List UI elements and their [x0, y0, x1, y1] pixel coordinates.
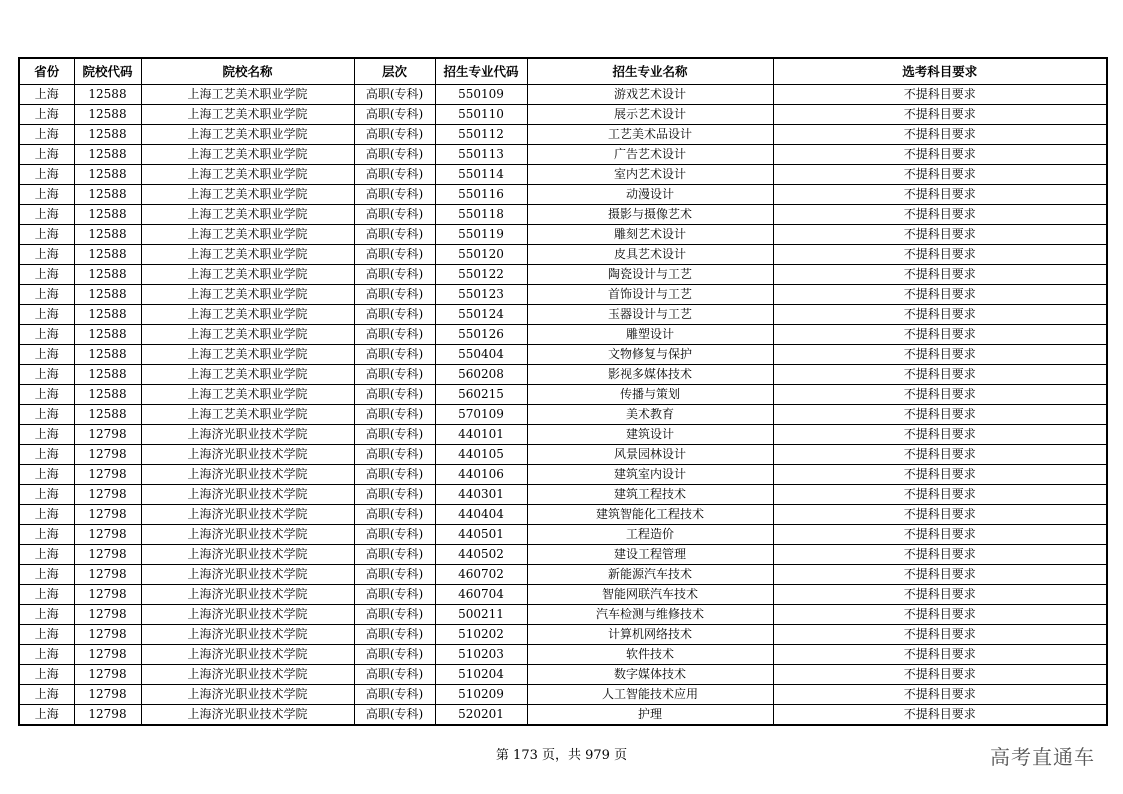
cell-province: 上海 — [19, 465, 74, 485]
cell-school-name: 上海济光职业技术学院 — [141, 565, 354, 585]
cell-school-name: 上海济光职业技术学院 — [141, 605, 354, 625]
cell-school-name: 上海工艺美术职业学院 — [141, 305, 354, 325]
cell-subject-requirement: 不提科目要求 — [773, 145, 1107, 165]
cell-major-name: 汽车检测与维修技术 — [527, 605, 773, 625]
cell-major-code: 510203 — [435, 645, 527, 665]
cell-province: 上海 — [19, 665, 74, 685]
cell-province: 上海 — [19, 305, 74, 325]
cell-major-code: 550119 — [435, 225, 527, 245]
cell-major-name: 陶瓷设计与工艺 — [527, 265, 773, 285]
table-row — [19, 85, 1107, 105]
table-row — [19, 225, 1107, 245]
cell-school-code: 12798 — [74, 585, 141, 605]
cell-subject-requirement: 不提科目要求 — [773, 185, 1107, 205]
cell-school-code: 12588 — [74, 185, 141, 205]
cell-subject-requirement: 不提科目要求 — [773, 685, 1107, 705]
cell-school-name: 上海济光职业技术学院 — [141, 445, 354, 465]
cell-school-name: 上海工艺美术职业学院 — [141, 245, 354, 265]
cell-major-code: 440501 — [435, 525, 527, 545]
table-row — [19, 465, 1107, 485]
cell-school-code: 12798 — [74, 705, 141, 726]
header-subject-requirement: 选考科目要求 — [773, 58, 1107, 85]
cell-level: 高职(专科) — [354, 285, 435, 305]
table-row — [19, 705, 1107, 726]
cell-school-code: 12588 — [74, 385, 141, 405]
cell-major-code: 550114 — [435, 165, 527, 185]
admissions-table — [18, 57, 1108, 726]
cell-province: 上海 — [19, 325, 74, 345]
cell-major-name: 建设工程管理 — [527, 545, 773, 565]
cell-major-code: 440105 — [435, 445, 527, 465]
cell-subject-requirement: 不提科目要求 — [773, 165, 1107, 185]
cell-school-name: 上海济光职业技术学院 — [141, 545, 354, 565]
table-row — [19, 505, 1107, 525]
cell-school-code: 12588 — [74, 105, 141, 125]
header-school-code: 院校代码 — [74, 58, 141, 85]
cell-school-code: 12588 — [74, 265, 141, 285]
cell-level: 高职(专科) — [354, 105, 435, 125]
cell-school-code: 12798 — [74, 565, 141, 585]
cell-school-name: 上海工艺美术职业学院 — [141, 345, 354, 365]
cell-major-name: 计算机网络技术 — [527, 625, 773, 645]
cell-level: 高职(专科) — [354, 185, 435, 205]
cell-school-name: 上海济光职业技术学院 — [141, 685, 354, 705]
cell-major-code: 550122 — [435, 265, 527, 285]
cell-school-name: 上海工艺美术职业学院 — [141, 125, 354, 145]
cell-province: 上海 — [19, 685, 74, 705]
table-row — [19, 365, 1107, 385]
cell-school-name: 上海济光职业技术学院 — [141, 505, 354, 525]
cell-school-code: 12588 — [74, 225, 141, 245]
cell-major-name: 建筑室内设计 — [527, 465, 773, 485]
cell-major-code: 550123 — [435, 285, 527, 305]
cell-level: 高职(专科) — [354, 425, 435, 445]
header-major-name: 招生专业名称 — [527, 58, 773, 85]
cell-school-code: 12588 — [74, 205, 141, 225]
cell-province: 上海 — [19, 625, 74, 645]
cell-major-code: 550116 — [435, 185, 527, 205]
cell-major-name: 玉器设计与工艺 — [527, 305, 773, 325]
table-row — [19, 385, 1107, 405]
cell-level: 高职(专科) — [354, 245, 435, 265]
header-school-name: 院校名称 — [141, 58, 354, 85]
cell-major-code: 460702 — [435, 565, 527, 585]
cell-province: 上海 — [19, 525, 74, 545]
cell-level: 高职(专科) — [354, 645, 435, 665]
cell-subject-requirement: 不提科目要求 — [773, 505, 1107, 525]
cell-major-name: 建筑工程技术 — [527, 485, 773, 505]
cell-province: 上海 — [19, 165, 74, 185]
cell-province: 上海 — [19, 565, 74, 585]
table-row — [19, 205, 1107, 225]
cell-major-name: 广告艺术设计 — [527, 145, 773, 165]
table-row — [19, 565, 1107, 585]
cell-school-name: 上海济光职业技术学院 — [141, 625, 354, 645]
cell-major-code: 440502 — [435, 545, 527, 565]
cell-school-name: 上海济光职业技术学院 — [141, 425, 354, 445]
cell-province: 上海 — [19, 445, 74, 465]
cell-level: 高职(专科) — [354, 165, 435, 185]
cell-major-name: 新能源汽车技术 — [527, 565, 773, 585]
cell-school-name: 上海工艺美术职业学院 — [141, 85, 354, 105]
cell-major-name: 人工智能技术应用 — [527, 685, 773, 705]
header-province: 省份 — [19, 58, 74, 85]
cell-level: 高职(专科) — [354, 345, 435, 365]
cell-subject-requirement: 不提科目要求 — [773, 545, 1107, 565]
cell-major-code: 510204 — [435, 665, 527, 685]
cell-major-code: 550124 — [435, 305, 527, 325]
cell-province: 上海 — [19, 545, 74, 565]
cell-school-code: 12588 — [74, 85, 141, 105]
cell-major-name: 美术教育 — [527, 405, 773, 425]
cell-major-name: 雕刻艺术设计 — [527, 225, 773, 245]
table-row — [19, 605, 1107, 625]
cell-school-code: 12588 — [74, 305, 141, 325]
table-row — [19, 405, 1107, 425]
cell-subject-requirement: 不提科目要求 — [773, 365, 1107, 385]
table-row — [19, 485, 1107, 505]
cell-major-name: 文物修复与保护 — [527, 345, 773, 365]
cell-major-name: 展示艺术设计 — [527, 105, 773, 125]
cell-school-code: 12798 — [74, 525, 141, 545]
cell-province: 上海 — [19, 425, 74, 445]
cell-province: 上海 — [19, 365, 74, 385]
cell-subject-requirement: 不提科目要求 — [773, 225, 1107, 245]
cell-school-code: 12798 — [74, 645, 141, 665]
cell-major-name: 雕塑设计 — [527, 325, 773, 345]
cell-school-name: 上海济光职业技术学院 — [141, 485, 354, 505]
cell-school-name: 上海工艺美术职业学院 — [141, 145, 354, 165]
cell-major-code: 440106 — [435, 465, 527, 485]
cell-school-code: 12588 — [74, 285, 141, 305]
cell-major-code: 440404 — [435, 505, 527, 525]
cell-level: 高职(专科) — [354, 265, 435, 285]
cell-school-code: 12798 — [74, 545, 141, 565]
cell-major-name: 影视多媒体技术 — [527, 365, 773, 385]
cell-school-code: 12588 — [74, 145, 141, 165]
cell-major-name: 工程造价 — [527, 525, 773, 545]
cell-level: 高职(专科) — [354, 705, 435, 726]
cell-subject-requirement: 不提科目要求 — [773, 265, 1107, 285]
cell-level: 高职(专科) — [354, 625, 435, 645]
table-row — [19, 425, 1107, 445]
table-row — [19, 625, 1107, 645]
cell-level: 高职(专科) — [354, 685, 435, 705]
cell-major-code: 520201 — [435, 705, 527, 726]
cell-level: 高职(专科) — [354, 325, 435, 345]
cell-level: 高职(专科) — [354, 145, 435, 165]
header-major-code: 招生专业代码 — [435, 58, 527, 85]
cell-major-code: 550118 — [435, 205, 527, 225]
cell-subject-requirement: 不提科目要求 — [773, 205, 1107, 225]
cell-major-code: 440101 — [435, 425, 527, 445]
cell-level: 高职(专科) — [354, 385, 435, 405]
cell-major-code: 500211 — [435, 605, 527, 625]
page-number: 第 173 页，共 979 页 — [495, 748, 628, 763]
table-row — [19, 325, 1107, 345]
cell-subject-requirement: 不提科目要求 — [773, 425, 1107, 445]
cell-level: 高职(专科) — [354, 205, 435, 225]
cell-major-code: 460704 — [435, 585, 527, 605]
cell-subject-requirement: 不提科目要求 — [773, 325, 1107, 345]
cell-subject-requirement: 不提科目要求 — [773, 85, 1107, 105]
cell-province: 上海 — [19, 185, 74, 205]
cell-subject-requirement: 不提科目要求 — [773, 705, 1107, 726]
cell-school-name: 上海工艺美术职业学院 — [141, 205, 354, 225]
cell-major-name: 传播与策划 — [527, 385, 773, 405]
cell-major-code: 550404 — [435, 345, 527, 365]
cell-major-code: 510209 — [435, 685, 527, 705]
cell-level: 高职(专科) — [354, 305, 435, 325]
cell-major-name: 首饰设计与工艺 — [527, 285, 773, 305]
cell-level: 高职(专科) — [354, 525, 435, 545]
table-row — [19, 545, 1107, 565]
cell-school-code: 12798 — [74, 445, 141, 465]
cell-school-code: 12588 — [74, 125, 141, 145]
cell-major-name: 智能网联汽车技术 — [527, 585, 773, 605]
cell-subject-requirement: 不提科目要求 — [773, 525, 1107, 545]
cell-major-name: 风景园林设计 — [527, 445, 773, 465]
cell-school-name: 上海工艺美术职业学院 — [141, 405, 354, 425]
cell-province: 上海 — [19, 85, 74, 105]
cell-school-code: 12588 — [74, 345, 141, 365]
cell-province: 上海 — [19, 105, 74, 125]
cell-province: 上海 — [19, 125, 74, 145]
cell-level: 高职(专科) — [354, 545, 435, 565]
table-row — [19, 665, 1107, 685]
cell-major-code: 550113 — [435, 145, 527, 165]
cell-level: 高职(专科) — [354, 125, 435, 145]
cell-level: 高职(专科) — [354, 565, 435, 585]
cell-province: 上海 — [19, 205, 74, 225]
cell-major-name: 建筑设计 — [527, 425, 773, 445]
cell-school-code: 12798 — [74, 665, 141, 685]
cell-province: 上海 — [19, 585, 74, 605]
cell-subject-requirement: 不提科目要求 — [773, 465, 1107, 485]
cell-province: 上海 — [19, 645, 74, 665]
cell-school-name: 上海济光职业技术学院 — [141, 585, 354, 605]
cell-major-code: 550110 — [435, 105, 527, 125]
cell-school-code: 12588 — [74, 365, 141, 385]
cell-school-name: 上海工艺美术职业学院 — [141, 165, 354, 185]
cell-level: 高职(专科) — [354, 485, 435, 505]
cell-major-code: 570109 — [435, 405, 527, 425]
table-row — [19, 645, 1107, 665]
cell-major-name: 软件技术 — [527, 645, 773, 665]
cell-level: 高职(专科) — [354, 585, 435, 605]
cell-school-code: 12798 — [74, 425, 141, 445]
cell-province: 上海 — [19, 145, 74, 165]
cell-school-name: 上海济光职业技术学院 — [141, 705, 354, 726]
cell-school-name: 上海工艺美术职业学院 — [141, 185, 354, 205]
cell-school-name: 上海济光职业技术学院 — [141, 665, 354, 685]
cell-school-code: 12798 — [74, 605, 141, 625]
cell-subject-requirement: 不提科目要求 — [773, 405, 1107, 425]
cell-major-code: 550112 — [435, 125, 527, 145]
cell-level: 高职(专科) — [354, 505, 435, 525]
table-row — [19, 305, 1107, 325]
table-row — [19, 185, 1107, 205]
cell-school-name: 上海工艺美术职业学院 — [141, 385, 354, 405]
table-row — [19, 125, 1107, 145]
cell-school-code: 12588 — [74, 325, 141, 345]
cell-province: 上海 — [19, 285, 74, 305]
cell-level: 高职(专科) — [354, 85, 435, 105]
cell-subject-requirement: 不提科目要求 — [773, 285, 1107, 305]
cell-major-name: 建筑智能化工程技术 — [527, 505, 773, 525]
cell-school-name: 上海工艺美术职业学院 — [141, 285, 354, 305]
cell-major-code: 550126 — [435, 325, 527, 345]
cell-school-code: 12798 — [74, 685, 141, 705]
cell-subject-requirement: 不提科目要求 — [773, 565, 1107, 585]
cell-subject-requirement: 不提科目要求 — [773, 245, 1107, 265]
table-row — [19, 165, 1107, 185]
cell-subject-requirement: 不提科目要求 — [773, 385, 1107, 405]
table-row — [19, 265, 1107, 285]
cell-major-code: 510202 — [435, 625, 527, 645]
cell-subject-requirement: 不提科目要求 — [773, 125, 1107, 145]
cell-province: 上海 — [19, 705, 74, 726]
table-row — [19, 285, 1107, 305]
cell-major-code: 550120 — [435, 245, 527, 265]
header-level: 层次 — [354, 58, 435, 85]
cell-province: 上海 — [19, 345, 74, 365]
cell-subject-requirement: 不提科目要求 — [773, 605, 1107, 625]
table-row — [19, 245, 1107, 265]
cell-major-name: 护理 — [527, 705, 773, 726]
table-row — [19, 525, 1107, 545]
cell-major-name: 皮具艺术设计 — [527, 245, 773, 265]
cell-school-code: 12588 — [74, 245, 141, 265]
cell-subject-requirement: 不提科目要求 — [773, 305, 1107, 325]
cell-major-code: 560215 — [435, 385, 527, 405]
cell-major-code: 550109 — [435, 85, 527, 105]
cell-province: 上海 — [19, 485, 74, 505]
cell-subject-requirement: 不提科目要求 — [773, 445, 1107, 465]
cell-subject-requirement: 不提科目要求 — [773, 625, 1107, 645]
cell-province: 上海 — [19, 225, 74, 245]
cell-subject-requirement: 不提科目要求 — [773, 665, 1107, 685]
cell-major-name: 游戏艺术设计 — [527, 85, 773, 105]
cell-school-name: 上海工艺美术职业学院 — [141, 265, 354, 285]
cell-province: 上海 — [19, 605, 74, 625]
cell-major-name: 工艺美术品设计 — [527, 125, 773, 145]
cell-level: 高职(专科) — [354, 225, 435, 245]
cell-school-name: 上海济光职业技术学院 — [141, 525, 354, 545]
cell-province: 上海 — [19, 245, 74, 265]
cell-subject-requirement: 不提科目要求 — [773, 645, 1107, 665]
cell-subject-requirement: 不提科目要求 — [773, 485, 1107, 505]
cell-subject-requirement: 不提科目要求 — [773, 105, 1107, 125]
cell-major-code: 440301 — [435, 485, 527, 505]
cell-subject-requirement: 不提科目要求 — [773, 345, 1107, 365]
cell-school-code: 12798 — [74, 485, 141, 505]
table-row — [19, 145, 1107, 165]
table-row — [19, 445, 1107, 465]
cell-major-name: 室内艺术设计 — [527, 165, 773, 185]
table-body — [19, 85, 1107, 726]
cell-school-name: 上海工艺美术职业学院 — [141, 325, 354, 345]
cell-school-code: 12798 — [74, 625, 141, 645]
cell-level: 高职(专科) — [354, 465, 435, 485]
cell-school-name: 上海工艺美术职业学院 — [141, 365, 354, 385]
header-row — [19, 58, 1107, 85]
cell-school-code: 12798 — [74, 505, 141, 525]
table-row — [19, 345, 1107, 365]
cell-level: 高职(专科) — [354, 365, 435, 385]
cell-province: 上海 — [19, 265, 74, 285]
cell-subject-requirement: 不提科目要求 — [773, 585, 1107, 605]
cell-school-code: 12798 — [74, 465, 141, 485]
cell-province: 上海 — [19, 405, 74, 425]
cell-province: 上海 — [19, 505, 74, 525]
cell-school-code: 12588 — [74, 405, 141, 425]
cell-level: 高职(专科) — [354, 605, 435, 625]
table-row — [19, 105, 1107, 125]
cell-province: 上海 — [19, 385, 74, 405]
watermark-logo: 高考直通车 — [990, 745, 1095, 769]
cell-school-code: 12588 — [74, 165, 141, 185]
cell-school-name: 上海工艺美术职业学院 — [141, 105, 354, 125]
cell-major-name: 数字媒体技术 — [527, 665, 773, 685]
table-row — [19, 585, 1107, 605]
cell-major-name: 动漫设计 — [527, 185, 773, 205]
cell-school-name: 上海济光职业技术学院 — [141, 465, 354, 485]
cell-major-code: 560208 — [435, 365, 527, 385]
cell-school-name: 上海济光职业技术学院 — [141, 645, 354, 665]
cell-level: 高职(专科) — [354, 445, 435, 465]
cell-level: 高职(专科) — [354, 665, 435, 685]
table-row — [19, 685, 1107, 705]
cell-major-name: 摄影与摄像艺术 — [527, 205, 773, 225]
cell-level: 高职(专科) — [354, 405, 435, 425]
cell-school-name: 上海工艺美术职业学院 — [141, 225, 354, 245]
